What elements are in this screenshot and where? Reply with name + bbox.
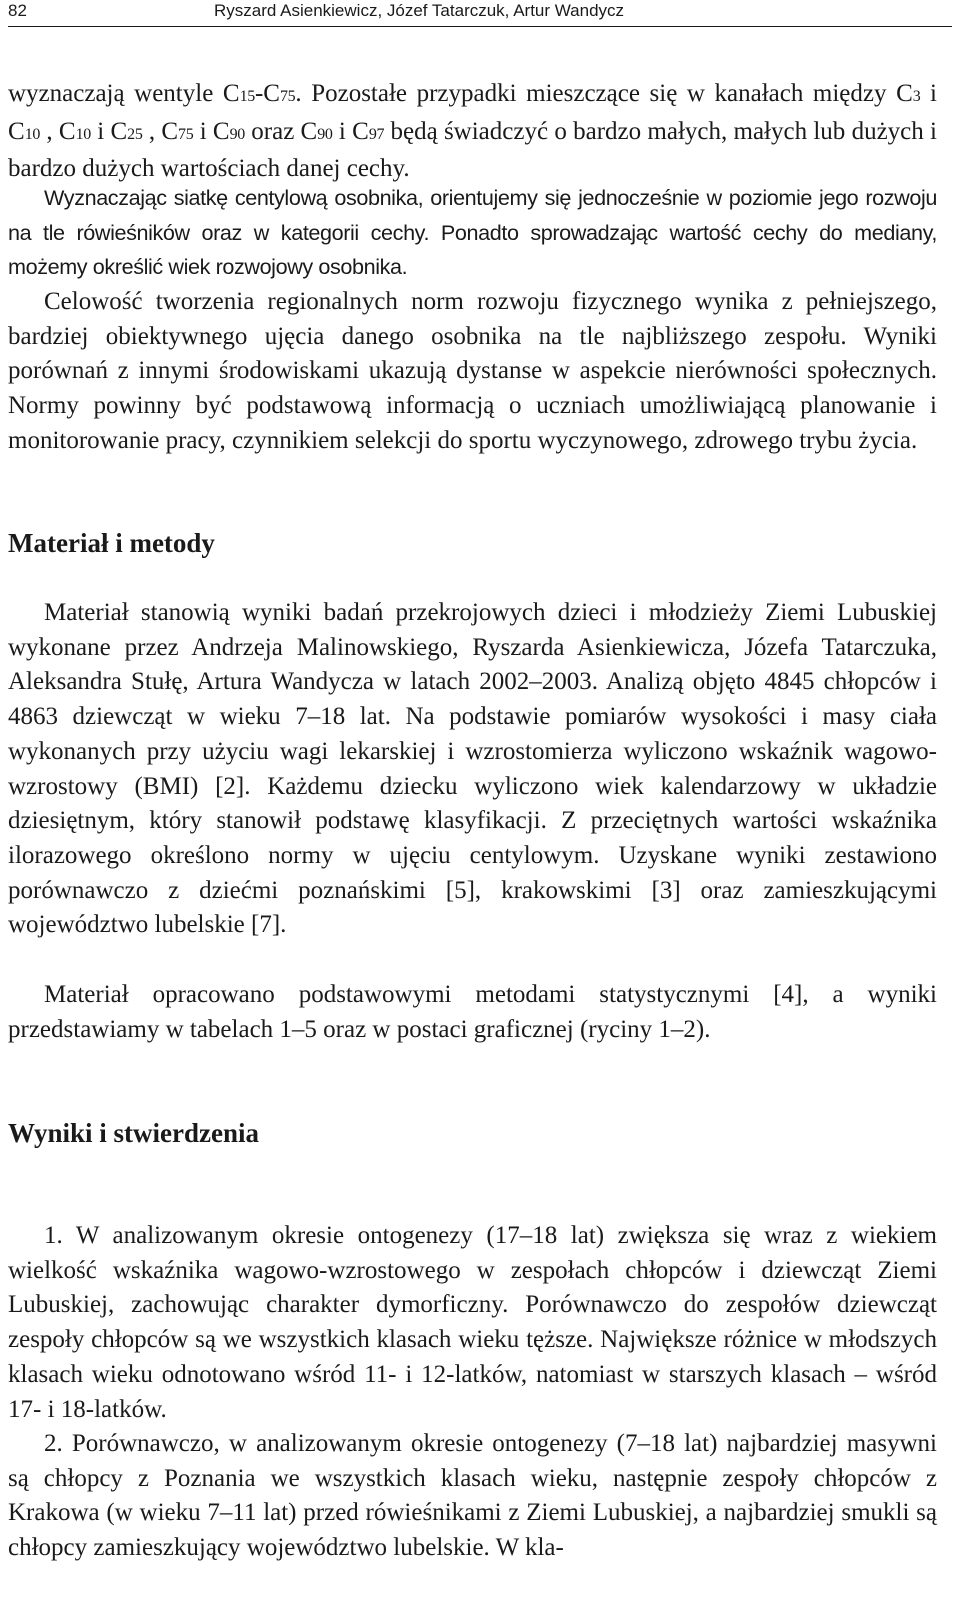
running-header <box>8 0 952 27</box>
running-header-authors: Ryszard Asienkiewicz, Józef Tatarczuk, Artur Wandycz <box>214 1 625 20</box>
results-paragraph-2: 2. Porównawczo, w analizowanym okresie ontogenezy (7–18 lat) najbardziej masywni są chłopcy z Poznania we wszystkich klasach wieku, następnie zespoły chłopców z Krakowa (w wieku 7–11 lat) przed rówieśnikami z Ziemi Lubuskiej, a najbardziej smukli są chłopcy zamieszkujący województwo lubelskie. W kla- <box>8 1430 937 1562</box>
intro-paragraph-2: Wyznaczając siatkę centylową osobnika, orientujemy się jednocześnie w poziomie jego rozwoju na tle rówieśników oraz w kategorii cechy. Ponadto sprowadzając wartość cechy do mediany, możemy określić wiek rozwojowy osobnika. <box>8 185 937 280</box>
intro-paragraph-3: Celowość tworzenia regionalnych norm rozwoju fizycznego wynika z pełniejszego, bardziej obiektywnego ujęcia danego osobnika na tle najbliższego zespołu. Wyniki porównań z innymi środowiskami ukazują dystanse w aspekcie nierówności społecznych. Normy powinny być podstawową informacją o uczniach umożliwiającą planowanie i monitorowanie pracy, czynnikiem selekcji do sportu wyczynowego, zdrowego trybu życia. <box>8 288 937 454</box>
section-heading-results: Wyniki i stwierdzenia <box>8 1118 260 1148</box>
material-paragraph-1: Materiał stanowią wyniki badań przekrojowych dzieci i młodzieży Ziemi Lubuskiej wykonane przez Andrzeja Malinowskiego, Ryszarda Asienkiewicza, Józefa Tatarczuka, Aleksandra Stułę, Artura Wandycza w latach 2002–2003. Analizą objęto 4845 chłopców i 4863 dziewcząt w wieku 7–18 lat. Na podstawie pomiarów wysokości i masy ciała wykonanych przy użyciu wagi lekarskiej i wzrostomierza wyliczono wskaźnik wagowo-wzrostowy (BMI) [2]. Każdemu dziecku wyliczono wiek kalendarzowy w układzie dziesiętnym, który stanowił podstawę klasyfikacji. Z przeciętnych wartości wskaźnika ilorazowego określono normy w ujęciu centylowym. Uzyskane wyniki zestawiono porównawczo z dziećmi poznańskimi [5], krakowskimi [3] oraz zamieszkującymi województwo lubelskie [7]. <box>8 599 937 939</box>
intro-paragraph-1: wyznaczają wentyle C15-C75. Pozostałe przypadki mieszczące się w kanałach między C3 i C10 , C10 i C25 , C75 i C90 oraz C90 i C97 będą świadczyć o bardzo małych, małych lub dużych i bardzo dużych wartościach danej cechy. <box>8 80 937 183</box>
material-paragraph-2: Materiał opracowano podstawowymi metodami statystycznymi [4], a wyniki przedstawiamy w tabelach 1–5 oraz w postaci graficznej (ryciny 1–2). <box>8 981 937 1043</box>
section-heading-material: Materiał i metody <box>8 528 215 558</box>
results-paragraph-1: 1. W analizowanym okresie ontogenezy (17–18 lat) zwiększa się wraz z wiekiem wielkość wskaźnika wagowo-wzrostowego w zespołach chłopców i dziewcząt Ziemi Lubuskiej, zachowując charakter dymorficzny. Porównawczo do zespołów dziewcząt zespoły chłopców są we wszystkich klasach wieku tęższe. Największe różnice w młodszych klasach wieku odnotowano wśród 11- i 12-latków, natomiast w starszych klasach – wśród 17- i 18-latków. <box>8 1222 937 1423</box>
page-number: 82 <box>8 1 27 20</box>
